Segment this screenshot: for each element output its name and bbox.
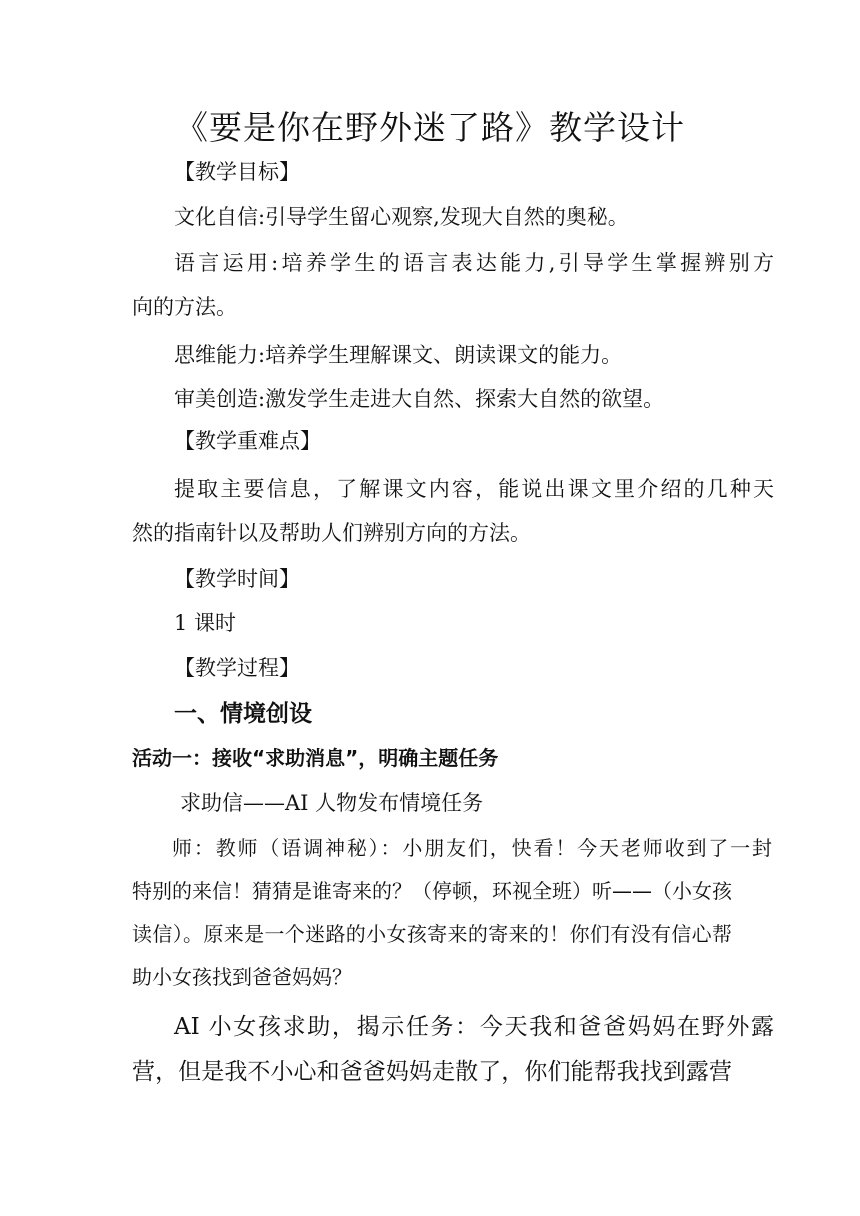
letter-intro: 求助信——AI 人物发布情境任务: [180, 791, 484, 815]
time-heading: 【教学时间】: [174, 567, 300, 591]
objective-language-line-1: 语言运用:培养学生的语言表达能力,引导学生掌握辨别方: [174, 251, 774, 275]
activity-1-heading: 活动一：接收“求助消息”，明确主题任务: [132, 746, 499, 770]
section-1-heading: 一、情境创设: [174, 701, 312, 727]
objective-thinking: 思维能力:培养学生理解课文、朗读课文的能力。: [174, 343, 623, 367]
objective-culture: 文化自信:引导学生留心观察,发现大自然的奥秘。: [174, 205, 629, 229]
objectives-heading: 【教学目标】: [174, 160, 300, 184]
teacher-line-4: 助小女孩找到爸爸妈妈？: [132, 965, 352, 989]
process-heading: 【教学过程】: [174, 656, 300, 680]
objective-aesthetic: 审美创造:激发学生走进大自然、探索大自然的欲望。: [174, 387, 665, 411]
teacher-line-3: 读信）。原来是一个迷路的小女孩寄来的寄来的！你们有没有信心帮: [132, 922, 732, 946]
time-value: 1 课时: [174, 611, 237, 635]
key-points-line-1: 提取主要信息，了解课文内容，能说出课文里介绍的几种天: [174, 477, 774, 501]
document-title: 《要是你在野外迷了路》教学设计: [175, 108, 685, 147]
teacher-line-1: 师：教师（语调神秘）：小朋友们，快看！今天老师收到了一封: [172, 836, 772, 860]
objective-language-line-2: 向的方法。: [132, 295, 237, 319]
key-points-heading: 【教学重难点】: [174, 429, 321, 453]
girl-line-2: 营，但是我不小心和爸爸妈妈走散了，你们能帮我找到露营: [132, 1059, 732, 1085]
key-points-line-2: 然的指南针以及帮助人们辨别方向的方法。: [132, 521, 531, 545]
girl-line-1: AI 小女孩求助，揭示任务：今天我和爸爸妈妈在野外露: [174, 1014, 774, 1040]
teacher-line-2: 特别的来信！猜猜是谁寄来的？（停顿，环视全班）听——（小女孩: [132, 879, 732, 903]
